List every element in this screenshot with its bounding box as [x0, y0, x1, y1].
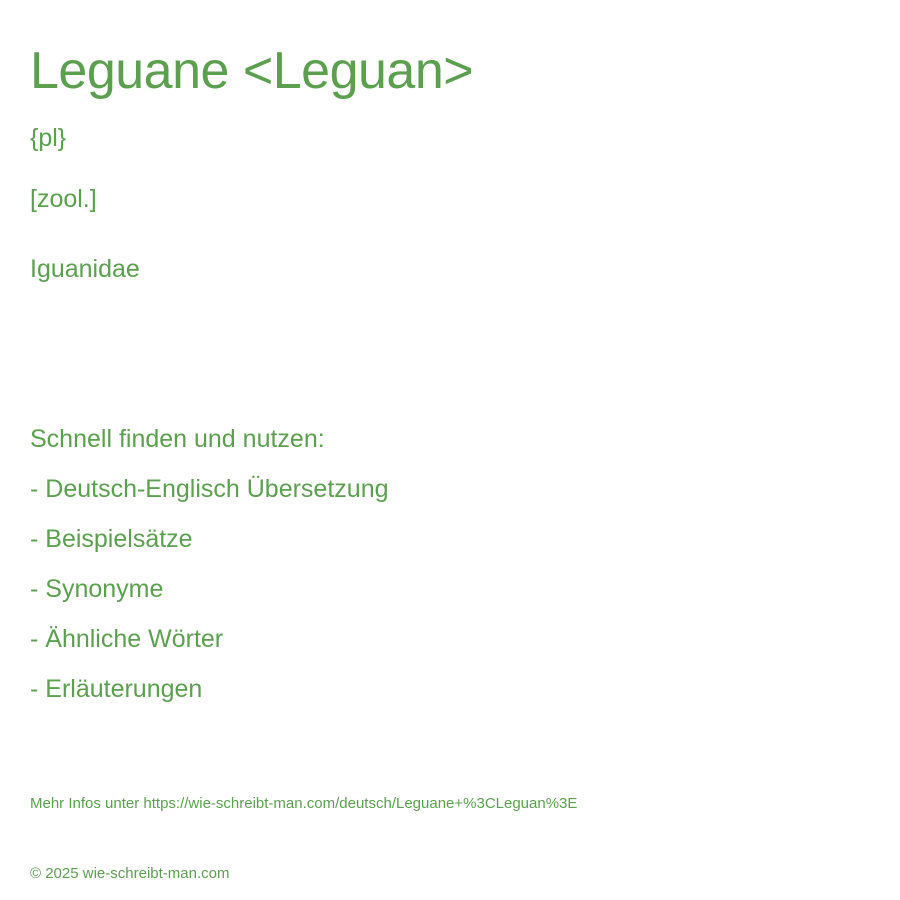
entry-title: Leguane <Leguan> [30, 42, 474, 100]
copyright-text: © 2025 wie-schreibt-man.com [30, 865, 230, 882]
quick-links-heading: Schnell finden und nutzen: [30, 425, 325, 453]
quick-link-translation: - Deutsch-Englisch Übersetzung [30, 475, 389, 503]
translation-text: Iguanidae [30, 255, 140, 283]
more-info-text: Mehr Infos unter https://wie-schreibt-man.com/deutsch/Leguane+%3CLeguan%3E [30, 795, 578, 812]
field-label: [zool.] [30, 185, 97, 213]
quick-link-synonyms: - Synonyme [30, 575, 164, 603]
quick-link-similar-words: - Ähnliche Wörter [30, 625, 224, 653]
quick-link-explanations: - Erläuterungen [30, 675, 203, 703]
grammar-label: {pl} [30, 124, 67, 152]
quick-link-example-sentences: - Beispielsätze [30, 525, 193, 553]
quick-links-list [30, 477, 389, 727]
